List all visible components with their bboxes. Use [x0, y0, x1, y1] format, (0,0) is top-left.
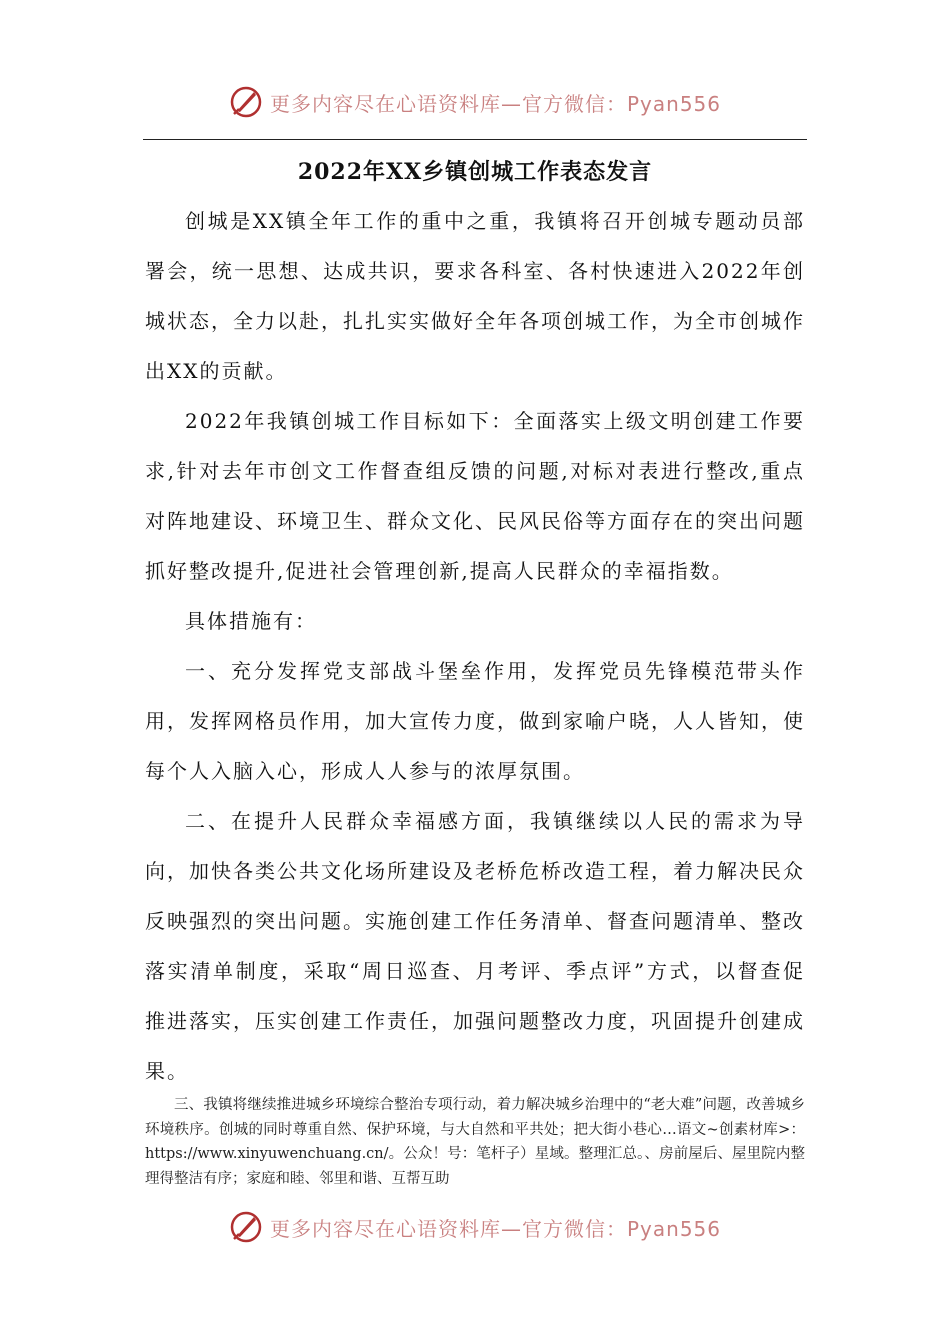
- small-paragraph: 三、我镇将继续推进城乡环境综合整治专项行动，着力解决城乡治理中的“老大难”问题，改善城乡环境秩序。创城的同时尊重自然、保护环境，与大自然和平共处；把大街小巷心…语文~创素材库>：https://www.xinyuwenchuang.cn/。公众！号：笔杆子）星域。整理汇总。、房前屋后、屋里院内整理得整洁有序；家庭和睦、邻里和谐、互帮互助: [145, 1097, 805, 1187]
- quill-logo-icon: [228, 84, 264, 120]
- small-text-block: [145, 1093, 805, 1191]
- quill-logo-icon: [228, 1209, 264, 1245]
- paragraph: 2022年我镇创城工作目标如下：全面落实上级文明创建工作要求,针对去年市创文工作督查组反馈的问题,对标对表进行整改,重点对阵地建设、环境卫生、群众文化、民风民俗等方面存在的突出问题抓好整改提升,促进社会管理创新,提高人民群众的幸福指数。: [145, 409, 805, 583]
- footer-banner-text: 更多内容尽在心语资料库—官方微信：Pyan556: [270, 1216, 722, 1241]
- paragraph: 创城是XX镇全年工作的重中之重，我镇将召开创城专题动员部署会，统一思想、达成共识，要求各科室、各村快速进入2022年创城状态，全力以赴，扎扎实实做好全年各项创城工作，为全市创城作出XX的贡献。: [145, 209, 805, 383]
- paragraph: 二、在提升人民群众幸福感方面，我镇继续以人民的需求为导向，加快各类公共文化场所建设及老桥危桥改造工程，着力解决民众反映强烈的突出问题。实施创建工作任务清单、督查问题清单、整改落实清单制度，采取“周日巡查、月考评、季点评”方式，以督查促推进落实，压实创建工作责任，加强问题整改力度，巩固提升创建成果。: [145, 809, 805, 1083]
- paragraph: 一、充分发挥党支部战斗堡垒作用，发挥党员先锋模范带头作用，发挥网格员作用，加大宣传力度，做到家喻户晓，人人皆知，使每个人入脑入心，形成人人参与的浓厚氛围。: [145, 659, 805, 783]
- header-banner: [228, 82, 721, 122]
- header-banner-text: 更多内容尽在心语资料库—官方微信：Pyan556: [270, 91, 722, 116]
- document-title: 2022年XX乡镇创城工作表态发言: [297, 159, 653, 185]
- document-body: [145, 196, 805, 1096]
- footer-banner: [228, 1207, 721, 1247]
- paragraph: 具体措施有：: [185, 609, 317, 633]
- header-rule: [143, 139, 807, 140]
